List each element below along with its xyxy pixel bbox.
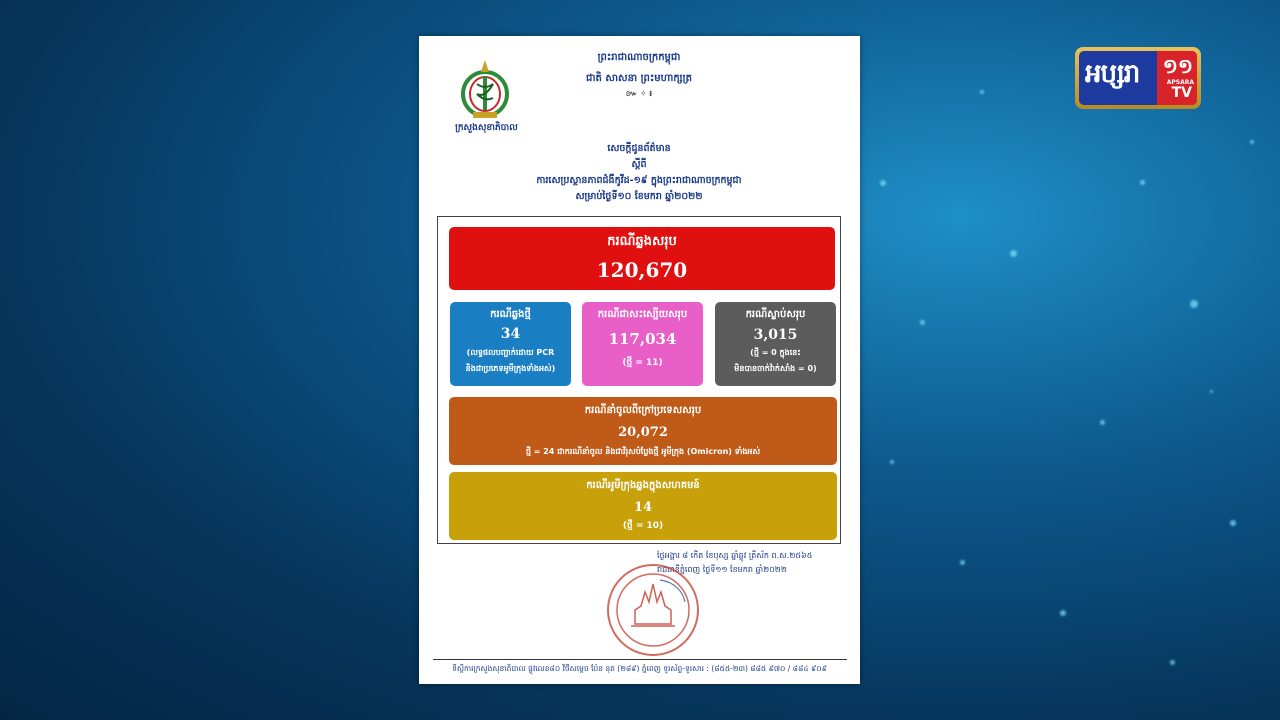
date-gregorian: រាជធានីភ្នំពេញ ថ្ងៃទី១១ ខែមករា ឆ្នាំ២០២២	[657, 565, 787, 574]
logo-text: អប្សរា	[1085, 59, 1140, 89]
total-cases-card	[449, 227, 835, 290]
total-cases-label: ករណីឆ្លងសរុប	[607, 234, 677, 249]
deaths-value: 3,015	[753, 327, 798, 343]
imported-label: ករណីនាំចូលពីក្រៅប្រទេសសរុប	[584, 405, 702, 416]
date-lunar: ថ្ងៃអង្គារ ៨ កើត ខែបុស្ស ឆ្នាំឆ្លូវ ត្រីស័ក ព.ស.២៥៦៥	[657, 551, 813, 560]
stats-frame	[437, 216, 841, 544]
title-line-4: សម្រាប់ថ្ងៃទី១០ ខែមករា ឆ្នាំ២០២២	[575, 191, 703, 202]
omicron-community-card	[449, 472, 837, 540]
ministry-emblem-icon	[457, 58, 513, 122]
new-cases-note-1: (លទ្ធផលបញ្ជាក់ដោយ PCR	[466, 348, 555, 357]
logo-number: ១១	[1162, 54, 1193, 78]
imported-note: ថ្មី = 24 ជាករណីនាំចូល និងជាវីរុសបំប្លែងថ្មី អូមីក្រុង (Omicron) ទាំងអស់	[525, 447, 761, 456]
official-seal-icon	[605, 562, 701, 658]
ministry-name: ក្រសួងសុខាភិបាល	[455, 123, 518, 133]
motto-text: ជាតិ សាសនា ព្រះមហាក្សត្រ	[586, 73, 692, 84]
apsara-tv-logo	[1075, 47, 1201, 109]
omicron-label: ករណីអូមីក្រុងឆ្លងក្នុងសហគមន៍	[586, 480, 700, 491]
footer-address: ទីស្តីការក្រសួងសុខាភិបាល ផ្លូវលេខ៨០ វិថីសម្តេច ប៉ែន នុត (២៨៩) ភ្នំពេញ ទូរស័ព្ទ-ទូរសារ : (៨៥៥-២៣) ៨៨៥ ៩៧០ / ៨៨៤ ៩០៩	[452, 664, 827, 673]
logo-tv: TV	[1171, 85, 1192, 101]
deaths-label: ករណីស្លាប់សរុប	[745, 309, 806, 320]
press-release-document	[419, 36, 860, 684]
ornament: ៚ ✧ ៛	[625, 89, 653, 98]
new-cases-label: ករណីឆ្លងថ្មី	[490, 309, 531, 320]
title-line-2: ស្តីពី	[631, 159, 647, 170]
recovered-value: 117,034	[608, 330, 677, 348]
deaths-card	[715, 302, 836, 386]
footer-divider	[433, 659, 847, 660]
omicron-note: (ថ្មី = 10)	[622, 521, 664, 531]
new-cases-note-2: និងជាប្រភេទអូមីក្រុងទាំងអស់)	[465, 364, 556, 373]
logo-brand: APSARA	[1166, 79, 1194, 86]
total-cases-value: 120,670	[596, 258, 688, 282]
deaths-note-2: មិនបានចាក់វ៉ាក់សាំង = 0)	[734, 364, 817, 373]
new-cases-card	[450, 302, 571, 386]
new-cases-value: 34	[500, 326, 521, 342]
kingdom-text: ព្រះរាជាណាចក្រកម្ពុជា	[597, 52, 681, 63]
recovered-note: (ថ្មី = 11)	[622, 358, 663, 368]
omicron-value: 14	[633, 500, 653, 515]
title-line-3: ការសេប្រស្ថានភាពជំងឺកូវីដ-១៩ ក្នុងព្រះរាជាណាចក្រកម្ពុជា	[536, 175, 742, 186]
deaths-note-1: (ថ្មី = 0 ក្នុងនេះ	[750, 348, 801, 357]
imported-value: 20,072	[618, 425, 668, 440]
title-line-1: សេចក្តីជូនព័ត៌មាន	[607, 143, 671, 154]
recovered-card	[582, 302, 703, 386]
recovered-label: ករណីជាសះស្បើយសរុប	[597, 309, 688, 320]
imported-cases-card	[449, 397, 837, 465]
